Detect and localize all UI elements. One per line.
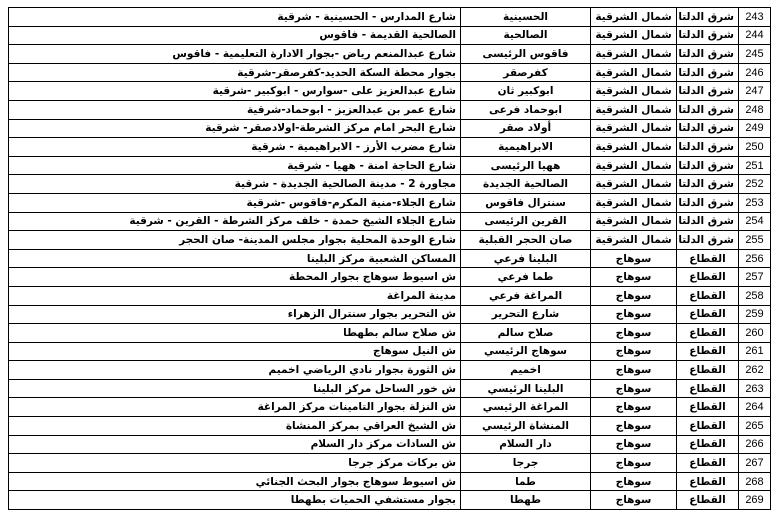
governorate-cell: سوهاج <box>591 268 677 287</box>
governorate-cell: سوهاج <box>591 417 677 436</box>
address-cell: ش خور الساحل مركز البلينا <box>9 379 461 398</box>
address-cell: المساكن الشعبية مركز البلينا <box>9 249 461 268</box>
region-cell: القطاع <box>677 361 739 380</box>
address-cell: شارع البحر امام مركز الشرطة-اولادصقر- شرقية <box>9 119 461 138</box>
row-number: 243 <box>739 8 771 27</box>
governorate-cell: سوهاج <box>591 491 677 510</box>
branch-name-cell: أولاد صقر <box>461 119 591 138</box>
row-number: 248 <box>739 100 771 119</box>
table-row <box>9 45 771 64</box>
region-cell: شرق الدلتا <box>677 100 739 119</box>
region-cell: القطاع <box>677 454 739 473</box>
region-cell: القطاع <box>677 435 739 454</box>
address-cell: مدينة المراغة <box>9 286 461 305</box>
branch-name-cell: الصالحية الجديدة <box>461 175 591 194</box>
governorate-cell: شمال الشرقية <box>591 212 677 231</box>
branches-table-container <box>8 7 770 510</box>
address-cell: شارع عبدالمنعم رياض -بجوار الادارة التعليمية - فاقوس <box>9 45 461 64</box>
address-cell: ش النيل سوهاج <box>9 342 461 361</box>
address-cell: ش اسيوط سوهاج بجوار المحطة <box>9 268 461 287</box>
address-cell: بجوار مستشفي الحميات بطهطا <box>9 491 461 510</box>
table-row <box>9 286 771 305</box>
governorate-cell: سوهاج <box>591 472 677 491</box>
governorate-cell: سوهاج <box>591 305 677 324</box>
row-number: 253 <box>739 193 771 212</box>
row-number: 244 <box>739 26 771 45</box>
branch-name-cell: ابوكبير ثان <box>461 82 591 101</box>
branch-name-cell: كفرصقر <box>461 63 591 82</box>
table-row <box>9 249 771 268</box>
row-number: 255 <box>739 231 771 250</box>
table-row <box>9 8 771 27</box>
branch-name-cell: صان الحجر القبلية <box>461 231 591 250</box>
row-number: 245 <box>739 45 771 64</box>
table-row <box>9 193 771 212</box>
branch-name-cell: اخميم <box>461 361 591 380</box>
region-cell: شرق الدلتا <box>677 212 739 231</box>
address-cell: شارع الجلاء-منية المكرم-فاقوس -شرقية <box>9 193 461 212</box>
governorate-cell: شمال الشرقية <box>591 175 677 194</box>
table-row <box>9 491 771 510</box>
governorate-cell: شمال الشرقية <box>591 138 677 157</box>
region-cell: القطاع <box>677 342 739 361</box>
branch-name-cell: الصالحية <box>461 26 591 45</box>
row-number: 262 <box>739 361 771 380</box>
branch-name-cell: طما فرعي <box>461 268 591 287</box>
address-cell: بجوار محطة السكة الحديد-كفرصقر-شرقية <box>9 63 461 82</box>
region-cell: شرق الدلتا <box>677 26 739 45</box>
table-row <box>9 361 771 380</box>
address-cell: شارع المدارس - الحسينية - شرقية <box>9 8 461 27</box>
region-cell: شرق الدلتا <box>677 8 739 27</box>
governorate-cell: شمال الشرقية <box>591 8 677 27</box>
address-cell: ش النزلة بجوار التامينات مركز المراغة <box>9 398 461 417</box>
branch-name-cell: سنترال فاقوس <box>461 193 591 212</box>
region-cell: القطاع <box>677 249 739 268</box>
address-cell: ش الشيخ العراقي بمركز المنشاة <box>9 417 461 436</box>
region-cell: القطاع <box>677 268 739 287</box>
row-number: 256 <box>739 249 771 268</box>
region-cell: شرق الدلتا <box>677 82 739 101</box>
governorate-cell: سوهاج <box>591 249 677 268</box>
table-row <box>9 82 771 101</box>
table-row <box>9 305 771 324</box>
table-row <box>9 472 771 491</box>
region-cell: شرق الدلتا <box>677 119 739 138</box>
address-cell: شارع الحاجة امنة - ههيا - شرقية <box>9 156 461 175</box>
region-cell: القطاع <box>677 286 739 305</box>
row-number: 251 <box>739 156 771 175</box>
address-cell: ش صلاح سالم بطهطا <box>9 324 461 343</box>
table-row <box>9 119 771 138</box>
table-row <box>9 417 771 436</box>
region-cell: القطاع <box>677 491 739 510</box>
region-cell: القطاع <box>677 324 739 343</box>
branch-name-cell: ههيا الرئيسى <box>461 156 591 175</box>
region-cell: القطاع <box>677 472 739 491</box>
governorate-cell: سوهاج <box>591 361 677 380</box>
row-number: 258 <box>739 286 771 305</box>
branch-name-cell: جرجا <box>461 454 591 473</box>
region-cell: شرق الدلتا <box>677 175 739 194</box>
table-row <box>9 26 771 45</box>
branch-name-cell: البلينا الرئيسي <box>461 379 591 398</box>
row-number: 266 <box>739 435 771 454</box>
table-row <box>9 231 771 250</box>
address-cell: مجاورة 2 - مدينة الصالحية الجديدة - شرقية <box>9 175 461 194</box>
region-cell: شرق الدلتا <box>677 231 739 250</box>
row-number: 249 <box>739 119 771 138</box>
region-cell: شرق الدلتا <box>677 193 739 212</box>
region-cell: شرق الدلتا <box>677 63 739 82</box>
table-row <box>9 324 771 343</box>
address-cell: ش الثورة بجوار نادي الرياضي اخميم <box>9 361 461 380</box>
row-number: 269 <box>739 491 771 510</box>
row-number: 259 <box>739 305 771 324</box>
address-cell: ش بركات مركز جرجا <box>9 454 461 473</box>
address-cell: ش اسيوط سوهاج بجوار البحث الجنائي <box>9 472 461 491</box>
governorate-cell: شمال الشرقية <box>591 100 677 119</box>
table-row <box>9 398 771 417</box>
table-row <box>9 175 771 194</box>
table-row <box>9 379 771 398</box>
row-number: 250 <box>739 138 771 157</box>
address-cell: ش التحرير بجوار سنترال الزهراء <box>9 305 461 324</box>
address-cell: شارع الوحدة المحلية بجوار مجلس المدينة- صان الحجر <box>9 231 461 250</box>
governorate-cell: سوهاج <box>591 398 677 417</box>
branch-name-cell: طهطا <box>461 491 591 510</box>
row-number: 268 <box>739 472 771 491</box>
governorate-cell: شمال الشرقية <box>591 193 677 212</box>
governorate-cell: شمال الشرقية <box>591 156 677 175</box>
region-cell: شرق الدلتا <box>677 138 739 157</box>
branch-name-cell: البلينا فرعي <box>461 249 591 268</box>
branch-name-cell: الابراهيمية <box>461 138 591 157</box>
governorate-cell: سوهاج <box>591 324 677 343</box>
row-number: 261 <box>739 342 771 361</box>
governorate-cell: سوهاج <box>591 454 677 473</box>
address-cell: شارع عمر بن عبدالعزيز - ابوحماد-شرقية <box>9 100 461 119</box>
branch-name-cell: القرين الرئيسى <box>461 212 591 231</box>
branch-name-cell: شارع التحرير <box>461 305 591 324</box>
row-number: 267 <box>739 454 771 473</box>
row-number: 247 <box>739 82 771 101</box>
governorate-cell: شمال الشرقية <box>591 63 677 82</box>
region-cell: القطاع <box>677 417 739 436</box>
region-cell: القطاع <box>677 379 739 398</box>
region-cell: القطاع <box>677 305 739 324</box>
governorate-cell: شمال الشرقية <box>591 45 677 64</box>
table-row <box>9 454 771 473</box>
address-cell: شارع عبدالعزيز على -سوارس - ابوكبير -شرقية <box>9 82 461 101</box>
row-number: 263 <box>739 379 771 398</box>
row-number: 246 <box>739 63 771 82</box>
table-row <box>9 138 771 157</box>
address-cell: ش السادات مركز دار السلام <box>9 435 461 454</box>
table-row <box>9 156 771 175</box>
table-row <box>9 268 771 287</box>
branch-name-cell: المراغة فرعي <box>461 286 591 305</box>
row-number: 265 <box>739 417 771 436</box>
row-number: 252 <box>739 175 771 194</box>
table-row <box>9 100 771 119</box>
row-number: 257 <box>739 268 771 287</box>
region-cell: شرق الدلتا <box>677 45 739 64</box>
governorate-cell: سوهاج <box>591 286 677 305</box>
row-number: 254 <box>739 212 771 231</box>
branch-name-cell: طما <box>461 472 591 491</box>
branch-name-cell: ابوحماد فرعى <box>461 100 591 119</box>
governorate-cell: شمال الشرقية <box>591 26 677 45</box>
governorate-cell: سوهاج <box>591 342 677 361</box>
row-number: 260 <box>739 324 771 343</box>
table-body <box>9 8 771 510</box>
governorate-cell: سوهاج <box>591 379 677 398</box>
table-row <box>9 342 771 361</box>
branches-table <box>8 7 771 510</box>
table-row <box>9 212 771 231</box>
branch-name-cell: الحسينية <box>461 8 591 27</box>
branch-name-cell: صلاح سالم <box>461 324 591 343</box>
row-number: 264 <box>739 398 771 417</box>
governorate-cell: سوهاج <box>591 435 677 454</box>
branch-name-cell: المنشاة الرئيسي <box>461 417 591 436</box>
governorate-cell: شمال الشرقية <box>591 231 677 250</box>
address-cell: الصالحية القديمة - فاقوس <box>9 26 461 45</box>
governorate-cell: شمال الشرقية <box>591 82 677 101</box>
table-row <box>9 63 771 82</box>
region-cell: القطاع <box>677 398 739 417</box>
address-cell: شارع مضرب الأرز - الابراهيمية - شرقية <box>9 138 461 157</box>
region-cell: شرق الدلتا <box>677 156 739 175</box>
branch-name-cell: دار السلام <box>461 435 591 454</box>
branch-name-cell: المراغة الرئيسي <box>461 398 591 417</box>
address-cell: شارع الجلاء الشيخ حمدة - خلف مركز الشرطة - القرين - شرقية <box>9 212 461 231</box>
governorate-cell: شمال الشرقية <box>591 119 677 138</box>
branch-name-cell: سوهاج الرئيسي <box>461 342 591 361</box>
table-row <box>9 435 771 454</box>
branch-name-cell: فاقوس الرئيسى <box>461 45 591 64</box>
